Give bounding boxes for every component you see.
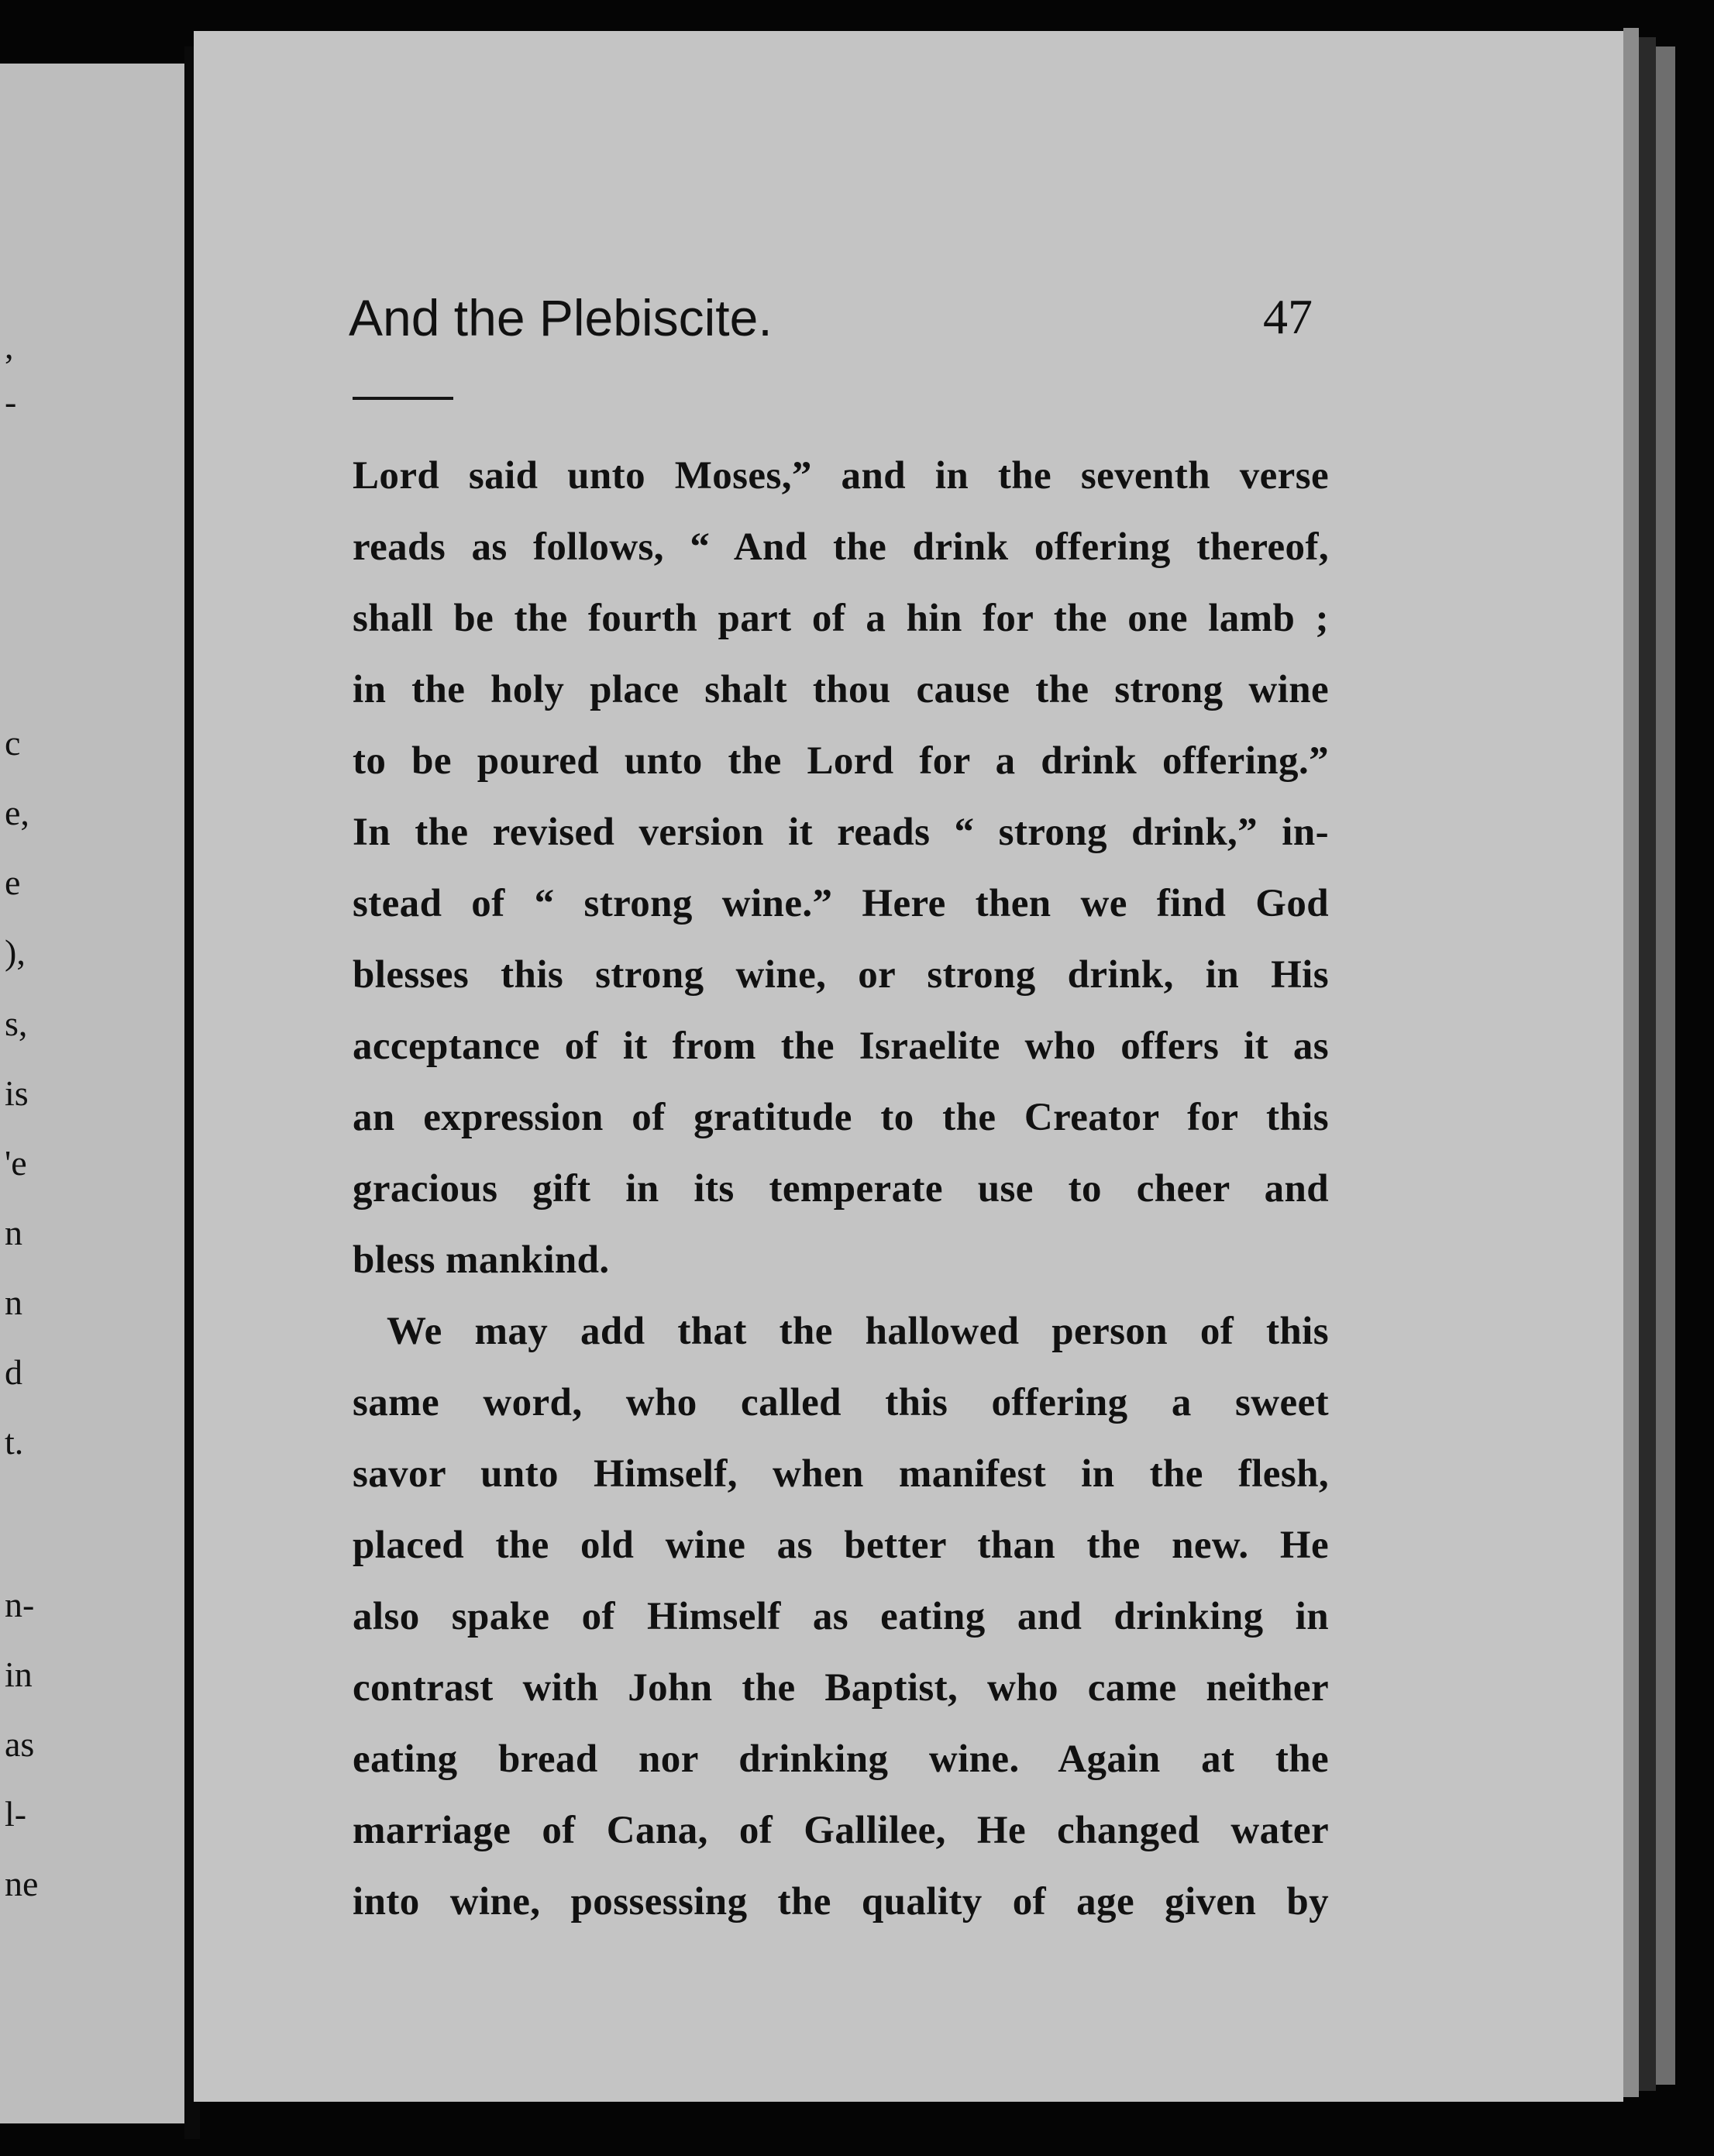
left-fragment: as (5, 1724, 35, 1764)
book-page (194, 31, 1623, 2102)
text-line: Lord said unto Moses,” and in the seventh verse (353, 454, 1329, 498)
text-line: gracious gift in its temperate use to cheer and (353, 1167, 1329, 1211)
left-fragment: , (5, 326, 14, 366)
left-fragment: e (5, 863, 21, 902)
left-fragment: n- (5, 1585, 35, 1624)
left-fragment: in (5, 1655, 33, 1694)
text-line: shall be the fourth part of a hin for the one lamb ; (353, 597, 1329, 640)
running-header-title: And the Plebiscite. (349, 289, 773, 346)
text-line: We may add that the hallowed person of this (387, 1310, 1329, 1353)
text-line: an expression of gratitude to the Creator for this (353, 1096, 1329, 1139)
page-edge (1656, 46, 1675, 2085)
text-line: same word, who called this offering a sweet (353, 1381, 1329, 1424)
text-line: stead of “ strong wine.” Here then we find God (353, 882, 1329, 925)
text-line: contrast with John the Baptist, who came neither (353, 1666, 1329, 1710)
text-line: bless mankind. (353, 1238, 610, 1282)
left-fragment: is (5, 1073, 29, 1113)
page-number: 47 (1263, 289, 1313, 344)
left-fragment: - (5, 382, 17, 422)
body-text (353, 440, 1329, 1937)
left-fragment: ), (5, 932, 26, 972)
text-line: In the revised version it reads “ strong drink,” in- (353, 811, 1329, 854)
header-rule (353, 397, 453, 400)
text-line: reads as follows, “ And the drink offering thereof, (353, 525, 1329, 569)
text-line: eating bread nor drinking wine. Again at the (353, 1738, 1329, 1781)
text-line: to be poured unto the Lord for a drink offering.” (353, 739, 1329, 783)
left-fragment: l- (5, 1794, 27, 1834)
left-fragment: ne (5, 1864, 39, 1903)
left-fragment: n (5, 1213, 22, 1252)
text-line: placed the old wine as better than the new. He (353, 1524, 1329, 1567)
left-fragment: 'e (5, 1143, 27, 1183)
left-fragment: s, (5, 1004, 28, 1043)
page-edge (1639, 37, 1656, 2091)
text-line: acceptance of it from the Israelite who offers it as (353, 1025, 1329, 1068)
text-line: in the holy place shalt thou cause the strong wine (353, 668, 1329, 711)
text-line: savor unto Himself, when manifest in the flesh, (353, 1452, 1329, 1496)
left-fragment: t. (5, 1422, 24, 1462)
left-fragment: n (5, 1283, 22, 1322)
text-line: also spake of Himself as eating and drinking in (353, 1595, 1329, 1638)
page-edge (1623, 28, 1639, 2097)
text-line: blesses this strong wine, or strong drink, in His (353, 953, 1329, 997)
text-line: marriage of Cana, of Gallilee, He changed water (353, 1809, 1329, 1852)
text-line: into wine, possessing the quality of age given by (353, 1880, 1329, 1924)
left-fragment: c (5, 723, 21, 763)
left-fragment: e, (5, 793, 29, 832)
left-page-fragment (0, 64, 184, 2123)
left-fragment: d (5, 1352, 22, 1392)
